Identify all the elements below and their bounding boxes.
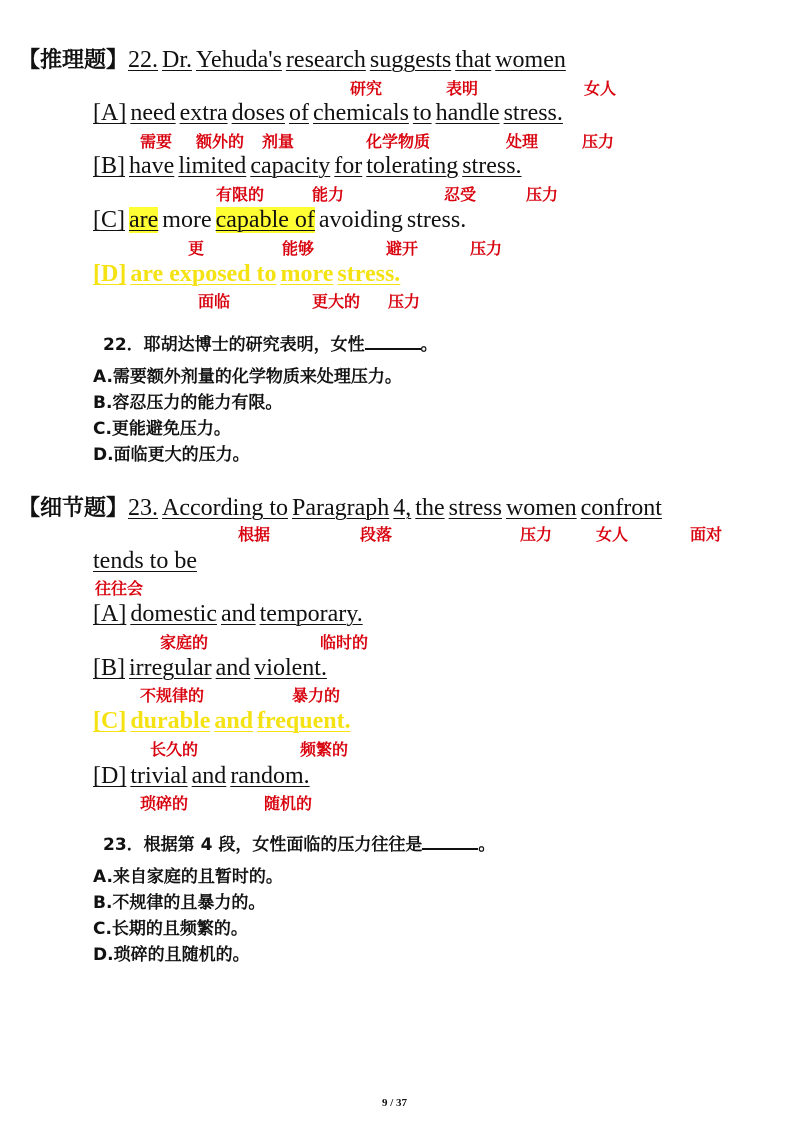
gloss: 能够 <box>282 239 315 258</box>
translation-option-a: A.来自家庭的且暂时的。 <box>93 867 283 887</box>
translation-option-d: D.面临更大的压力。 <box>93 445 250 465</box>
page-number: 9 / 37 <box>382 1097 408 1109</box>
answer-blank <box>422 830 478 850</box>
option-a <box>93 99 563 127</box>
stem-word: women <box>495 47 566 73</box>
question-23-stem <box>18 494 662 523</box>
translation-text: 23．根据第 4 段，女性面临的压力往往是 <box>103 835 423 855</box>
answer-word: frequent. <box>257 708 351 734</box>
translation-option-d: D.琐碎的且随机的。 <box>93 945 250 965</box>
stem-word: confront <box>580 495 662 521</box>
stem-word: Dr. <box>162 47 193 73</box>
translation-option-a: A.需要额外剂量的化学物质来处理压力。 <box>93 367 402 387</box>
option-label: [C] <box>93 708 127 734</box>
option-word: handle <box>435 100 500 126</box>
gloss: 面临 <box>198 292 231 311</box>
question-number: 22. <box>128 47 159 73</box>
option-word: trivial <box>130 763 188 789</box>
option-word: chemicals <box>312 100 409 126</box>
answer-word: and <box>214 708 254 734</box>
highlighted-word: are <box>129 207 159 233</box>
gloss: 压力 <box>582 132 615 151</box>
option-word: domestic <box>130 601 217 627</box>
option-word: limited <box>178 153 247 179</box>
gloss: 表明 <box>446 79 479 98</box>
gloss: 额外的 <box>196 132 245 151</box>
option-word: capacity <box>250 153 331 179</box>
option-d-answer <box>93 260 400 288</box>
gloss: 需要 <box>140 132 173 151</box>
option-d <box>93 762 310 790</box>
option-word: to <box>412 100 432 126</box>
question-type-tag: 【推理题】 <box>18 48 129 73</box>
gloss: 临时的 <box>320 633 369 652</box>
gloss: 段落 <box>360 525 393 544</box>
gloss: 女人 <box>596 525 629 544</box>
gloss: 忍受 <box>444 185 477 204</box>
stem-word: According to <box>162 495 288 521</box>
gloss: 化学物质 <box>366 132 431 151</box>
translation-option-c: C.长期的且频繁的。 <box>93 919 248 939</box>
option-label: [D] <box>93 261 127 287</box>
gloss: 压力 <box>520 525 553 544</box>
option-word: more <box>162 207 212 233</box>
translation-option-c: C.更能避免压力。 <box>93 419 231 439</box>
stem-word: the <box>415 495 445 521</box>
gloss: 暴力的 <box>292 686 341 705</box>
gloss: 有限的 <box>216 185 265 204</box>
gloss: 更大的 <box>312 292 361 311</box>
option-c <box>93 206 466 234</box>
question-22-stem <box>18 46 566 75</box>
gloss: 避开 <box>386 239 419 258</box>
gloss: 随机的 <box>264 794 313 813</box>
stem-continuation: tends to be <box>93 548 197 574</box>
gloss: 面对 <box>690 525 723 544</box>
stem-word: research <box>285 47 366 73</box>
translation-stem <box>103 330 438 356</box>
translation-option-b: B.容忍压力的能力有限。 <box>93 393 283 413</box>
option-label: [C] <box>93 207 125 233</box>
stem-word: that <box>455 47 492 73</box>
gloss: 不规律的 <box>140 686 205 705</box>
gloss: 更 <box>188 239 205 258</box>
stem-word: Yehuda's <box>196 47 282 73</box>
option-label: [B] <box>93 655 125 681</box>
stem-word: suggests <box>369 47 452 73</box>
option-word: need <box>130 100 176 126</box>
option-word: stress. <box>406 207 467 233</box>
gloss: 压力 <box>470 239 503 258</box>
gloss: 研究 <box>350 79 383 98</box>
translation-option-b: B.不规律的且暴力的。 <box>93 893 266 913</box>
option-word: stress. <box>462 153 522 179</box>
option-word: irregular <box>129 655 212 681</box>
option-word: random. <box>230 763 310 789</box>
option-b <box>93 152 522 180</box>
question-number: 23. <box>128 495 159 521</box>
gloss: 剂量 <box>262 132 295 151</box>
option-word: temporary. <box>259 601 363 627</box>
option-word: doses <box>231 100 285 126</box>
question-type-tag: 【细节题】 <box>18 496 129 521</box>
gloss: 琐碎的 <box>140 794 189 813</box>
option-word: stress. <box>503 100 563 126</box>
gloss: 长久的 <box>150 740 199 759</box>
stem-word: 4, <box>393 495 412 521</box>
stem-word: Paragraph <box>291 495 390 521</box>
option-label: [B] <box>93 153 125 179</box>
answer-word: more <box>280 261 334 287</box>
answer-word: stress. <box>337 261 401 287</box>
option-label: [A] <box>93 601 127 627</box>
option-word: tolerating <box>366 153 459 179</box>
gloss: 能力 <box>312 185 345 204</box>
gloss: 处理 <box>506 132 539 151</box>
option-word: violent. <box>254 655 327 681</box>
answer-blank <box>365 330 421 350</box>
option-word: have <box>129 153 175 179</box>
stem-word: stress <box>448 495 502 521</box>
option-word: extra <box>179 100 228 126</box>
option-word: and <box>215 655 251 681</box>
translation-text: 22．耶胡达博士的研究表明，女性 <box>103 335 365 355</box>
translation-stem <box>103 830 495 856</box>
gloss: 往往会 <box>95 579 144 598</box>
gloss: 频繁的 <box>300 740 349 759</box>
option-word: and <box>191 763 227 789</box>
option-word: of <box>288 100 309 126</box>
option-a <box>93 600 363 628</box>
option-b <box>93 654 327 682</box>
option-label: [A] <box>93 100 127 126</box>
gloss: 家庭的 <box>160 633 209 652</box>
stem-word: women <box>505 495 577 521</box>
gloss: 根据 <box>238 525 271 544</box>
gloss: 女人 <box>584 79 617 98</box>
option-word: avoiding <box>318 207 403 233</box>
highlighted-word: capable of <box>215 207 315 233</box>
translation-end: 。 <box>420 335 438 355</box>
option-label: [D] <box>93 763 127 789</box>
answer-word: durable <box>130 708 211 734</box>
gloss: 压力 <box>526 185 559 204</box>
option-c-answer <box>93 707 351 735</box>
translation-end: 。 <box>478 835 496 855</box>
option-word: and <box>220 601 256 627</box>
answer-word: are exposed to <box>130 261 277 287</box>
gloss: 压力 <box>388 292 421 311</box>
option-word: for <box>334 153 363 179</box>
